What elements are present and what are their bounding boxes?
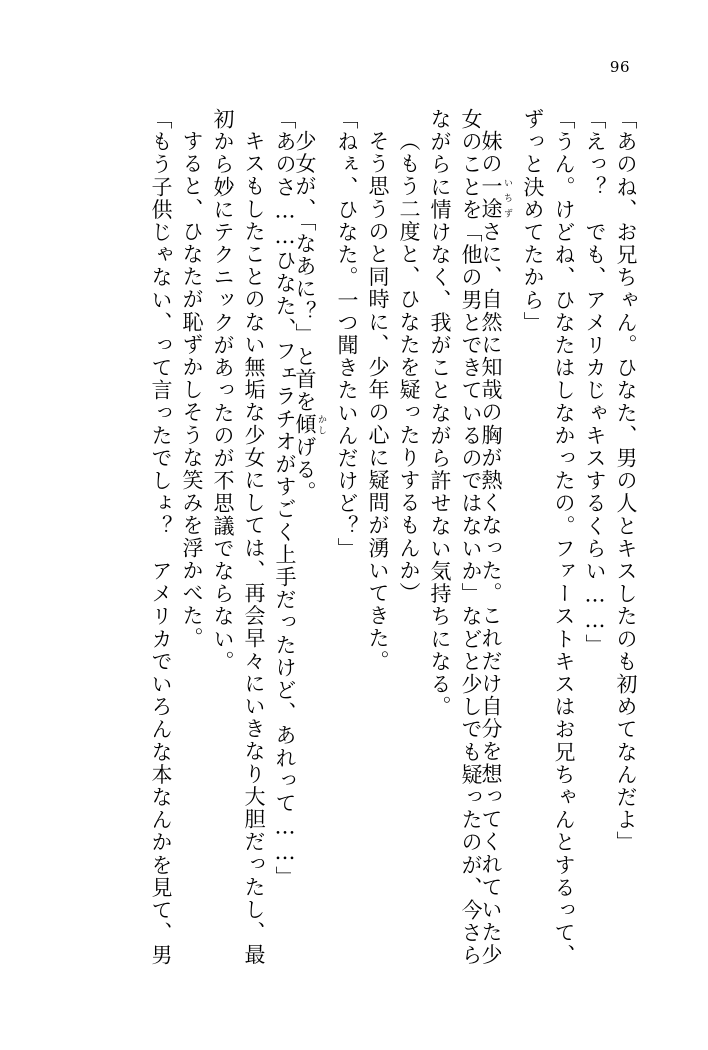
text-column: キスもしたことのない無垢な少女にしては、再会早々にいきなり大胆だったし、最 [242,130,266,967]
text-column: 「あのね、お兄ちゃん。ひなた、男の人とキスしたのも初めてなんだよ」 [614,108,638,854]
text-column: 「ねぇ、ひなた。一つ聞きたいんだけど？」 [335,108,359,560]
text-column: 「うん。けどね、ひなたはしなかったの。ファーストキスはお兄ちゃんとするって、 [552,108,576,967]
text-column: そう思うのと同時に、少年の心に疑問が湧いてきた。 [366,130,390,673]
text-column: 「もう子供じゃない、って言ったでしょ？ アメリカでいろんな本なんかを見て、男 [149,108,173,967]
ruby-kashi: 傾 かし [293,413,326,436]
vertical-text-body [60,108,638,967]
page-number: 96 [609,58,630,76]
text-column: 少女が、「なあに？」と首を傾 かしげる。 [293,130,326,504]
text-column: 女のことを「他の男とできているのではないか」などと少しでも疑ったのが、今さら [459,108,483,967]
text-column: 妹の一途 いちずさに、自然に知哉の胸が熱くなった。これだけ自分を想ってくれていた少 [479,130,512,967]
text-column: 「えっ？ でも、アメリカじゃキスするくらい……」 [583,108,607,657]
text-column: 初から妙にテクニックがあったのが不思議でならない。 [211,108,235,673]
text-column: ずっと決めてたから」 [521,108,545,334]
ruby-ichizu: 一途 いちず [479,175,512,221]
text-column: 「あのさ……ひなた、フェラチオがすごく上手だったけど、あれって……」 [273,108,297,889]
text-column: （もう二度と、ひなたを疑ったりするもんか） [397,130,421,605]
text-column: ながらに情けなく、我がことながら許せない気持ちになる。 [428,108,452,719]
text-column: すると、ひなたが恥ずかしそうな笑みを浮かべた。 [180,130,204,650]
